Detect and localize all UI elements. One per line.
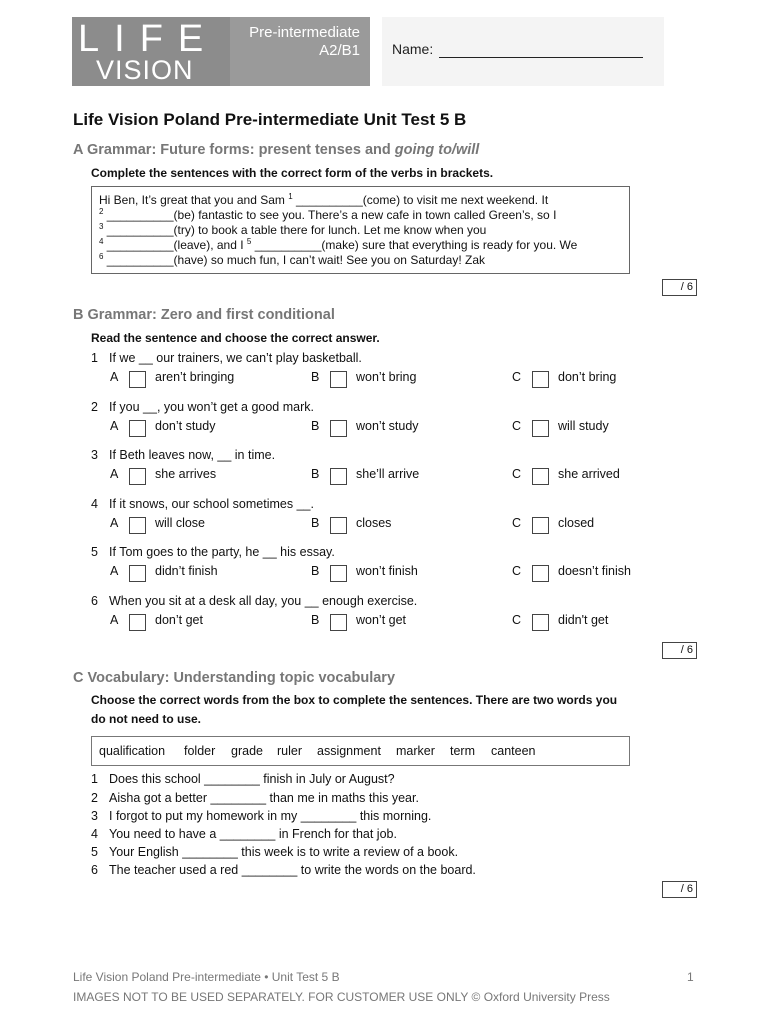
answer-checkbox[interactable] [532,517,549,534]
word-box-item: term [450,744,475,758]
option-letter-a: A [110,467,119,481]
life-vision-logo [72,17,370,86]
question-stem: 3 If Beth leaves now, __ in time. [91,448,276,462]
text-line: $^6$ __________(have) so much fun, I can’t wait! See you on Saturday! Zak [99,252,486,267]
answer-checkbox[interactable] [330,565,347,582]
option-text-c: will study [558,419,609,433]
footer-title: Life Vision Poland Pre-intermediate • Unit Test 5 B [73,970,340,984]
question-stem: 6 When you sit at a desk all day, you __ enough exercise. [91,594,418,608]
option-letter-b: B [311,613,320,627]
section-b-title: B Grammar: Zero and first conditional [73,307,335,323]
page-title: Life Vision Poland Pre-intermediate Unit Test 5 B [73,110,467,129]
logo-text-life: LIFE [78,18,219,60]
text-line: Hi Ben, It’s great that you and Sam $^1$ __________(come) to visit me next weekend. It [99,192,549,207]
copyright-notice: IMAGES NOT TO BE USED SEPARATELY. FOR CUSTOMER USE ONLY © Oxford University Press [73,990,610,1004]
vocab-item: 3 I forgot to put my homework in my ________ this morning. [91,809,432,823]
answer-checkbox[interactable] [330,420,347,437]
option-text-a: don’t study [155,419,216,433]
word-box-item: canteen [491,744,536,758]
option-letter-b: B [311,564,320,578]
answer-checkbox[interactable] [330,468,347,485]
word-box [91,736,630,766]
option-letter-c: C [512,419,522,433]
word-box-item: ruler [277,744,303,758]
text-line: $^4$ __________(leave), and I $^5$ __________(make) sure that everything is ready for you. We [99,237,578,252]
vocab-item: 6 The teacher used a red ________ to write the words on the board. [91,863,476,877]
section-c-score: / 6 [662,881,697,898]
word-box-item: assignment [317,744,381,758]
word-box-item: folder [184,744,216,758]
option-letter-a: A [110,419,119,433]
option-text-a: don’t get [155,613,203,627]
answer-checkbox[interactable] [129,468,146,485]
option-letter-a: A [110,564,119,578]
option-text-b: won’t get [356,613,407,627]
section-a-title-italic: going to/will [394,142,480,158]
level-line2: A2/B1 [319,42,360,59]
section-b-instruction: Read the sentence and choose the correct answer. [91,331,380,345]
option-text-a: didn’t finish [155,564,218,578]
option-letter-c: C [512,564,522,578]
option-text-b: closes [356,516,392,530]
question-stem: 5 If Tom goes to the party, he __ his essay. [91,545,335,559]
option-text-a: she arrives [155,467,217,481]
vocab-item: 5 Your English ________ this week is to write a review of a book. [91,845,459,859]
option-text-c: don’t bring [558,370,617,384]
answer-checkbox[interactable] [330,517,347,534]
word-box-item: marker [396,744,435,758]
option-text-a: will close [155,516,206,530]
vocab-item: 4 You need to have a ________ in French for that job. [91,827,397,841]
answer-checkbox[interactable] [129,420,146,437]
answer-checkbox[interactable] [330,614,347,631]
option-letter-c: C [512,467,522,481]
section-a-title-text: A Grammar: Future forms: present tenses and [73,142,395,158]
option-letter-b: B [311,370,320,384]
option-text-c: she arrived [558,467,620,481]
option-text-c: doesn’t finish [558,564,631,578]
gap-fill-text-box [91,186,630,274]
answer-checkbox[interactable] [129,517,146,534]
word-box-item: qualification [99,744,166,758]
answer-checkbox[interactable] [532,468,549,485]
text-line: $^2$ __________(be) fantastic to see you. There’s a new cafe in town called Green’s, so I [99,207,557,222]
name-box [382,17,664,86]
answer-checkbox[interactable] [532,420,549,437]
option-letter-b: B [311,516,320,530]
option-text-b: won’t finish [356,564,418,578]
question-stem: 1 If we __ our trainers, we can’t play basketball. [91,351,362,365]
option-letter-a: A [110,516,119,530]
section-b-score: / 6 [662,642,697,659]
level-label [249,24,360,60]
answer-checkbox[interactable] [532,565,549,582]
section-a-title [73,142,479,158]
option-letter-c: C [512,370,522,384]
option-letter-c: C [512,516,522,530]
question-stem: 2 If you __, you won’t get a good mark. [91,400,314,414]
text-line: $^3$ __________(try) to book a table there for lunch. Let me know when you [99,222,487,237]
option-letter-a: A [110,613,119,627]
option-text-c: didn't get [558,613,609,627]
option-text-b: won’t bring [356,370,417,384]
option-letter-c: C [512,613,522,627]
vocab-item: 2 Aisha got a better ________ than me in maths this year. [91,791,419,805]
section-c-title: C Vocabulary: Understanding topic vocabulary [73,670,396,686]
answer-checkbox[interactable] [129,371,146,388]
page-number: 1 [687,970,694,984]
section-c-instruction-2: do not need to use. [91,712,201,726]
section-a-score: / 6 [662,279,697,296]
word-box-item: grade [231,744,263,758]
answer-checkbox[interactable] [129,614,146,631]
answer-checkbox[interactable] [330,371,347,388]
name-field[interactable] [439,57,643,58]
level-line1: Pre-intermediate [249,24,360,41]
section-a-instruction: Complete the sentences with the correct form of the verbs in brackets. [91,166,494,180]
option-letter-b: B [311,419,320,433]
option-text-a: aren’t bringing [155,370,235,384]
option-text-b: won’t study [356,419,419,433]
answer-checkbox[interactable] [532,371,549,388]
logo-text-vision: VISION [96,55,194,85]
name-label: Name: [392,41,434,57]
option-text-c: closed [558,516,595,530]
question-stem: 4 If it snows, our school sometimes __. [91,497,314,511]
answer-checkbox[interactable] [129,565,146,582]
section-c-instruction-1: Choose the correct words from the box to complete the sentences. There are two words you [91,693,618,707]
option-letter-b: B [311,467,320,481]
vocab-item: 1 Does this school ________ finish in July or August? [91,772,395,786]
option-letter-a: A [110,370,119,384]
answer-checkbox[interactable] [532,614,549,631]
option-text-b: she’ll arrive [356,467,420,481]
